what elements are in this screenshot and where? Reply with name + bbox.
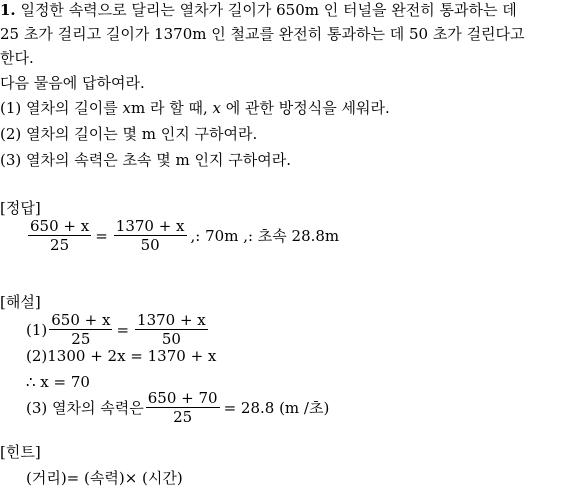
- question-1: [0, 98, 390, 118]
- explanation-fraction-3-denominator: 25: [173, 408, 193, 426]
- explanation-step-4-result: = 28.8 (m /초): [223, 399, 330, 417]
- explanation-fraction-2-numerator: 1370 + x: [137, 311, 206, 329]
- answer-fraction-2-numerator: 1370 + x: [115, 217, 185, 235]
- explanation-fraction-2-denominator: 50: [161, 330, 181, 348]
- problem-line-2: 25 초가 걸리고 길이가 1370m 인 철교를 완전히 통과하는 데 50 초가 걸린다고: [0, 25, 525, 43]
- problem-line-1: [0, 0, 517, 20]
- answer-fraction-1-denominator: 25: [50, 236, 70, 254]
- answer-equals: =: [95, 226, 108, 245]
- answer-fraction-2-denominator: 50: [140, 236, 160, 254]
- problem-line-4: 다음 물음에 답하여라.: [0, 74, 145, 92]
- question-1-pre: (1) 열차의 길이를: [0, 99, 123, 117]
- problem-line-3: 한다.: [0, 49, 34, 67]
- explanation-step-4: [26, 389, 333, 426]
- explanation-fraction-1-denominator: 25: [71, 330, 91, 348]
- explanation-step-4-label: (3) 열차의 속력은: [26, 399, 144, 417]
- explanation-fraction-3-numerator: 650 + 70: [147, 389, 218, 407]
- hint-text: (거리)= (속력)× (시간): [26, 469, 183, 487]
- explanation-fraction-1-numerator: 650 + x: [51, 311, 111, 329]
- explanation-fraction-1: [49, 311, 112, 348]
- answer-header: [정답]: [0, 199, 41, 217]
- explanation-fraction-3: [146, 389, 220, 426]
- answer-fraction-1: [28, 217, 91, 254]
- problem-number: 1.: [0, 1, 16, 19]
- question-1-end: 에 관한 방정식을 세워라.: [220, 99, 390, 117]
- answer-fraction-1-numerator: 650 + x: [30, 217, 90, 235]
- explanation-step-2: (2)1300 + 2x = 1370 + x: [26, 347, 217, 365]
- answer-rest: ,: 70m ,: 초속 28.8m: [190, 227, 340, 245]
- explanation-header: [해설]: [0, 293, 41, 311]
- explanation-equals: =: [116, 320, 130, 339]
- explanation-fraction-2: [135, 311, 208, 348]
- question-2: (2) 열차의 길이는 몇 m 인지 구하여라.: [0, 125, 258, 143]
- question-3: (3) 열차의 속력은 초속 몇 m 인지 구하여라.: [0, 151, 291, 169]
- answer-fraction-2: [114, 217, 187, 254]
- question-1-post: m 라 할 때,: [130, 99, 213, 117]
- explanation-step-1-label: (1): [26, 320, 48, 339]
- explanation-step-3: ∴ x = 70: [26, 373, 90, 391]
- explanation-step-1: [26, 311, 212, 348]
- question-1-var: x: [122, 99, 131, 117]
- question-1-var2: x: [212, 99, 221, 117]
- problem-text-1: 일정한 속력으로 달리는 열차가 길이가 650m 인 터널을 완전히 통과하는 데: [20, 1, 517, 19]
- hint-header: [힌트]: [0, 443, 41, 461]
- answer-equation: [26, 217, 343, 254]
